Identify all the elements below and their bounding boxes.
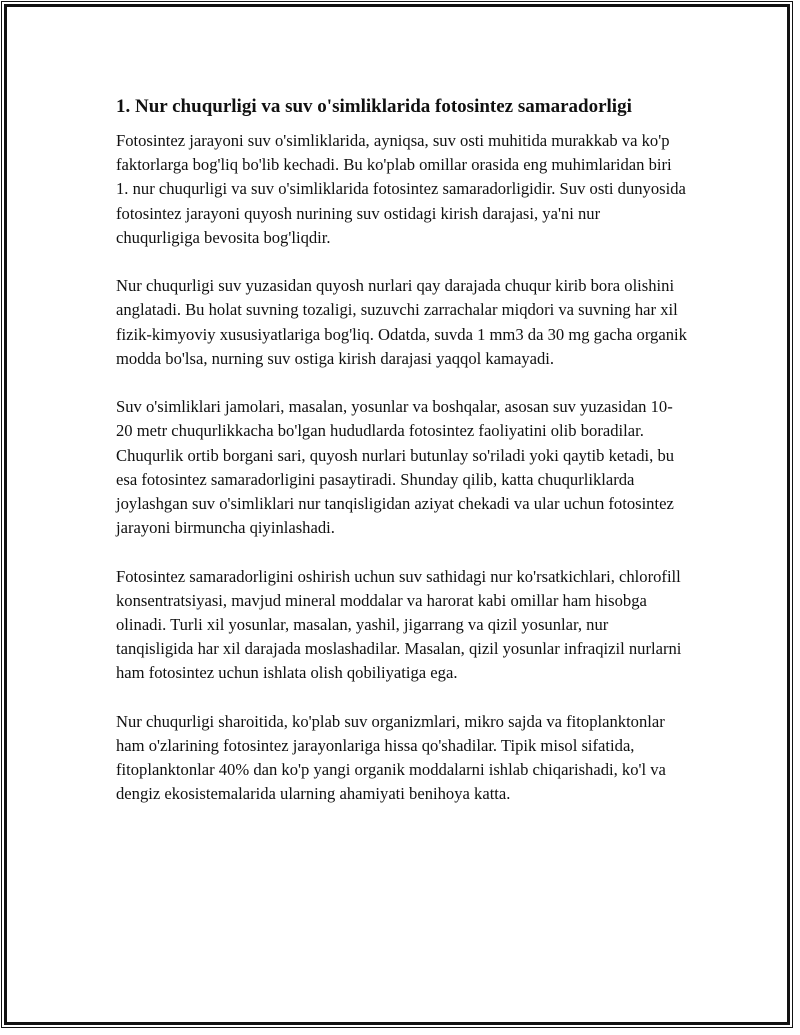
document-body (116, 93, 688, 807)
paragraph-2: Nur chuqurligi suv yuzasidan quyosh nurlari qay darajada chuqur kirib bora olishini anglatadi. Bu holat suvning tozaligi, suzuvchi zarrachalar miqdori va suvning har xil fizik-kimyoviy xususiyatlariga bog'liq. Odatda, suvda 1 mm3 da 30 mg gacha organik modda bo'lsa, nurning suv ostiga kirish darajasi yaqqol kamayadi. (116, 276, 687, 368)
paragraph-1: Fotosintez jarayoni suv o'simliklarida, ayniqsa, suv osti muhitida murakkab va ko'p faktorlarga bog'liq bo'lib kechadi. Bu ko'plab omillar orasida eng muhimlaridan biri 1. nur chuqurligi va suv o'simliklarida fotosintez samaradorligidir. Suv osti dunyosida fotosintez jarayoni quyosh nurining suv ostidagi kirish darajasi, ya'ni nur chuqurligiga bevosita bog'liqdir. (116, 131, 686, 247)
paragraph-5: Nur chuqurligi sharoitida, ko'plab suv organizmlari, mikro sajda va fitoplanktonlar ham o'zlarining fotosintez jarayonlariga hissa qo'shadilar. Tipik misol sifatida, fitoplanktonlar 40% dan ko'p yangi organik moddalarni ishlab chiqarishadi, ko'l va dengiz ekosistemalarida ularning ahamiyati benihoya katta. (116, 711, 666, 804)
paragraph-4: Fotosintez samaradorligini oshirish uchun suv sathidagi nur ko'rsatkichlari, chlorofill konsentratsiyasi, mavjud mineral moddalar va harorat kabi omillar ham hisobga olinadi. Turli xil yosunlar, masalan, yashil, jigarrang va qizil yosunlar, nur tanqisligida har xil darajada moslashadilar. Masalan, qizil yosunlar infraqizil nurlarni ham fotosintez uchun ishlata olish qobiliyatiga ega. (116, 566, 682, 683)
section-heading: 1. Nur chuqurligi va suv o'simliklarida fotosintez samaradorligi (116, 96, 632, 117)
paragraph-3: Suv o'simliklari jamolari, masalan, yosunlar va boshqalar, asosan suv yuzasidan 10-20 metr chuqurlikkacha bo'lgan hududlarda fotosintez faoliyatini olib boradilar. Chuqurlik ortib borgani sari, quyosh nurlari butunlay so'riladi yoki qaytib ketadi, bu esa fotosintez samaradorligini pasaytiradi. Shunday qilib, katta chuqurliklarda joylashgan suv o'simliklari nur tanqisligidan aziyat chekadi va ular uchun fotosintez jarayoni birmuncha qiyinlashadi. (116, 397, 675, 538)
